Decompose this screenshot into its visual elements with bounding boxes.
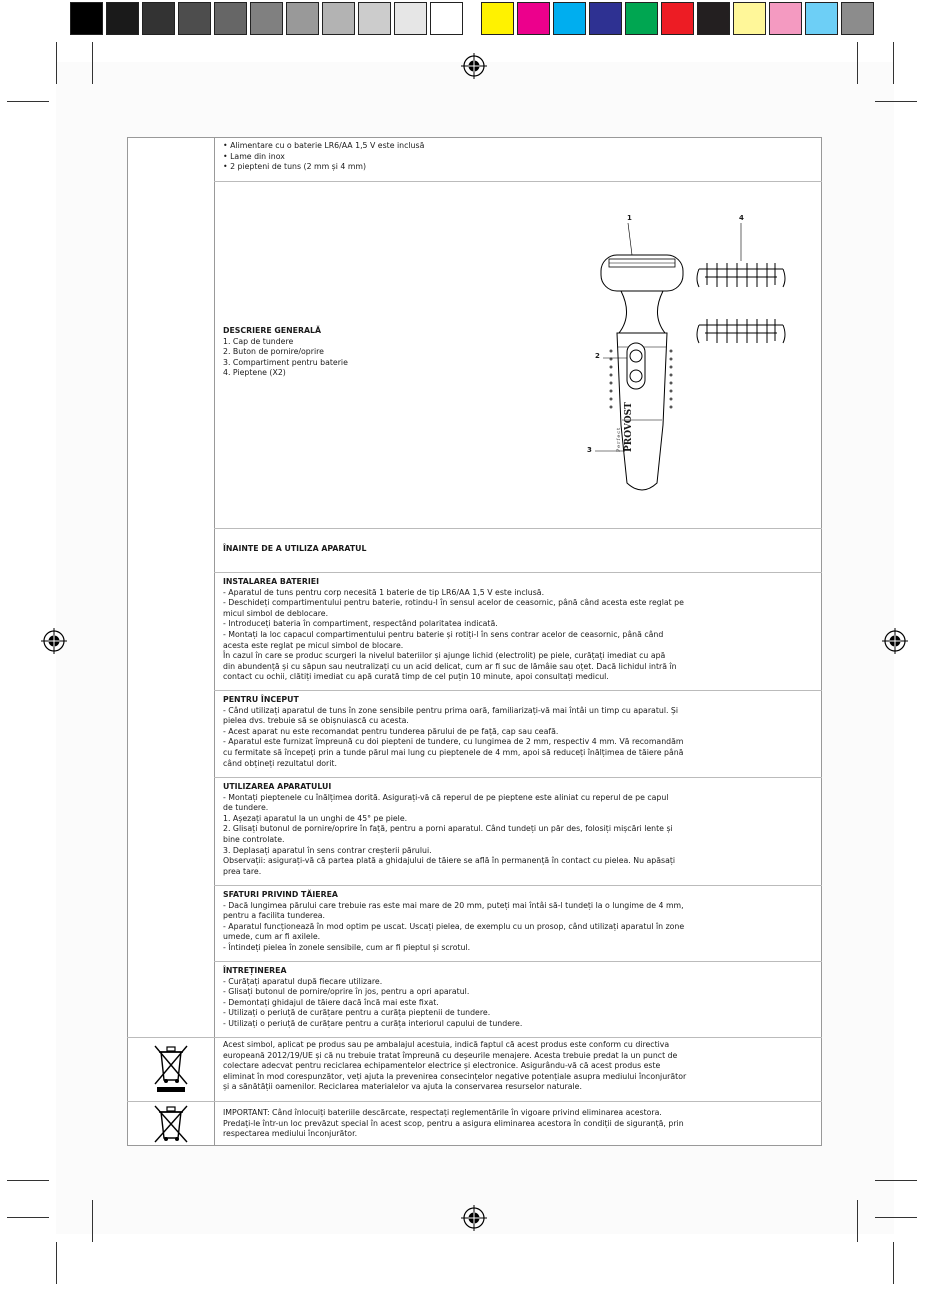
brand-name: PROVOST [624,402,634,452]
text-line: Observații: asigurați-vă că partea plată a ghidajului de tăiere se află în permanență în contact cu pielea. Nu apăsați [223,856,676,866]
text-line: - Demontați ghidajul de tăiere dacă încă mai este fixat. [223,997,439,1007]
callout-2: 2 [595,352,600,360]
color-swatch [517,2,550,35]
text-line: prea tare. [223,866,262,876]
general-item: 1. Cap de tundere [223,336,294,346]
general-item: 3. Compartiment pentru baterie [223,357,348,367]
text-line: și a sănătății oamenilor. Reciclarea materialelor va ajuta la conservarea resurselor naturale. [223,1082,582,1092]
text-line: - Întindeți pielea în zonele sensibile, cum ar fi pieptul și scrotul. [223,942,471,952]
crossed-bin-battery-icon [153,1104,189,1144]
features-list [223,141,822,173]
maintenance-heading: ÎNTREȚINEREA [223,966,287,975]
text-line: - Acest aparat nu este recomandat pentru tunderea părului de pe față, cap sau ceafă. [223,726,559,736]
features-section [214,139,822,181]
text-line: În cazul în care se produc scurgeri la nivelul bateriilor și ajunge lichid (electrolit) pe piele, curățați imediat cu apă [223,651,666,661]
general-item: 4. Pieptene (X2) [223,368,286,378]
gray-swatch [214,2,247,35]
text-line: respectarea mediului înconjurător. [223,1129,358,1139]
callout-1: 1 [627,214,632,222]
gray-swatch [322,2,355,35]
text-line: - Dacă lungimea părului care trebuie ras este mai mare de 20 mm, puteți mai întâi să-l tundeți la o lungime de 4 mm, [223,900,684,910]
tips-heading: SFATURI PRIVIND TĂIEREA [223,890,338,899]
gray-swatch [394,2,427,35]
start-heading: PENTRU ÎNCEPUT [223,695,299,704]
feature-item: • Lame din inox [223,151,285,161]
feature-item: • Alimentare cu o baterie LR6/AA 1,5 V este inclusă [223,141,425,150]
text-line: Acest simbol, aplicat pe produs sau pe ambalajul acestuia, indică faptul că acest produs este conform cu directiva [223,1040,670,1049]
comb-drawing-2 [697,319,785,343]
tips-text [223,901,822,954]
comb-drawing-1 [697,223,785,287]
gray-swatch [70,2,103,35]
grayscale-calibration-strip [70,2,466,37]
text-line: - Aparatul este furnizat împreună cu doi piepteni de tundere, cu lungimea de 2 mm, respectiv 4 mm. Vă recomandăm [223,737,684,747]
text-line: cu fermitate să începeți prin a tunde părul mai lung cu pieptenele de 4 mm, apoi să reduceți înălțimea de tăiere până [223,747,684,757]
text-line: pentru a facilita tunderea. [223,911,326,921]
weee-text [223,1040,822,1093]
battery-section [214,572,822,690]
usage-text [223,793,822,878]
trimmer-head-drawing [601,223,683,291]
color-swatch [481,2,514,35]
text-line: - Montați la loc capacul compartimentului pentru baterie și rotiți-l în sens contrar acelor de ceasornic, până când [223,629,664,639]
text-line: acesta este reglat pe micul simbol de blocare. [223,640,404,650]
text-line: de tundere. [223,803,269,813]
registration-mark-top [461,53,487,79]
color-swatch [733,2,766,35]
text-line: - Utilizați o periuță de curățare pentru a curăța pieptenii de tundere. [223,1008,491,1018]
gray-swatch [106,2,139,35]
text-line: - Utilizați o periuță de curățare pentru a curăța interiorul capului de tundere. [223,1018,523,1028]
text-line: - Aparatul funcționează în mod optim pe uscat. Uscați pielea, de exemplu cu un prosop, când utilizați aparatul în zone [223,921,685,931]
registration-mark-bottom [461,1205,487,1231]
text-line: - Glisați butonul de pornire/oprire în jos, pentru a opri aparatul. [223,987,470,997]
usage-heading: UTILIZAREA APARATULUI [223,782,332,791]
tips-section [214,885,822,961]
text-line: din abundență și cu săpun sau neutralizați cu un acid delicat, cum ar fi suc de lămâie sau oțet. Dacă lichidul intră în [223,661,677,671]
gray-swatch [250,2,283,35]
brand-small-text: Perfect [616,426,622,452]
gray-swatch [358,2,391,35]
weee-section [214,1037,822,1101]
gray-swatch [142,2,175,35]
gray-swatch [178,2,211,35]
text-line: 3. Deplasați aparatul în sens contrar creșterii părului. [223,845,432,855]
text-line: colectare adecvat pentru reciclarea echipamentelor electrice și electronice. Asigurându-vă că acest produs este [223,1061,661,1071]
color-swatch [805,2,838,35]
color-swatch [769,2,802,35]
color-calibration-strip [481,2,877,37]
text-line: când obțineți rezultatul dorit. [223,758,337,768]
start-text [223,706,822,770]
general-items-list [223,337,348,379]
gray-swatch [430,2,463,35]
text-line: Predați-le într-un loc prevăzut special în acest scop, pentru a asigura eliminarea acestora în condiții de siguranță, prin [223,1118,684,1128]
text-line: 1. Așezați aparatul la un unghi de 45° pe piele. [223,813,408,823]
before-use-section [214,528,822,572]
text-line: IMPORTANT: Când înlocuiți bateriile descărcate, respectați reglementările în vigoare privind eliminarea acestora. [223,1108,662,1117]
battery-disposal-section [214,1101,822,1146]
text-line: micul simbol de deblocare. [223,608,329,618]
registration-mark-right [882,628,908,654]
battery-heading: INSTALAREA BATERIEI [223,577,320,586]
text-line: europeană 2012/19/UE și că nu trebuie tratat împreună cu deșeurile menajere. Acesta trebuie predat la un punct de [223,1050,678,1060]
text-line: contact cu ochii, clătiți imediat cu apă curată timp de cel puțin 10 minute, apoi consultați medicul. [223,672,609,682]
color-swatch [589,2,622,35]
text-line: - Când utilizați aparatul de tuns în zone sensibile pentru prima oară, familiarizați-vă mai întâi un timp cu aparatul. Și [223,705,679,715]
crossed-bin-icon [153,1042,189,1094]
battery-disposal-text [223,1108,822,1140]
text-line: - Aparatul de tuns pentru corp necesită 1 baterie de tip LR6/AA 1,5 V este inclusă. [223,587,545,597]
text-line: pielea dvs. trebuie să se obișnuiască cu acesta. [223,716,409,726]
start-section [214,690,822,777]
text-line: - Montați pieptenele cu înălțimea dorită. Asigurați-vă că reperul de pe pieptene este aliniat cu reperul de pe capul [223,792,669,802]
usage-section [214,777,822,885]
callout-3: 3 [587,446,592,454]
maintenance-text [223,977,822,1030]
color-swatch [841,2,874,35]
text-line: bine controlate. [223,834,285,844]
callout-4: 4 [739,214,744,222]
text-line: - Curățați aparatul după fiecare utilizare. [223,976,383,986]
registration-mark-left [41,628,67,654]
color-swatch [553,2,586,35]
before-use-heading: ÎNAINTE DE A UTILIZA APARATUL [223,544,367,553]
battery-text [223,588,822,683]
maintenance-section [214,961,822,1037]
color-swatch [697,2,730,35]
text-line: eliminat în mod corespunzător, veți ajuta la prevenirea consecințelor negative potențiale asupra mediului înconjurător [223,1071,687,1081]
feature-item: • 2 piepteni de tuns (2 mm și 4 mm) [223,162,367,172]
general-heading: DESCRIERE GENERALĂ [223,326,322,335]
text-line: 2. Glisați butonul de pornire/oprire în față, pentru a porni aparatul. Când tundeți un păr des, folosiți mișcări lente și [223,824,673,834]
text-line: - Deschideți compartimentului pentru baterie, rotindu-l în sensul acelor de ceasornic, până când acesta este reglat pe [223,598,684,608]
text-line: - Introduceți bateria în compartiment, respectând polaritatea indicată. [223,619,498,629]
color-swatch [625,2,658,35]
brand-logo [614,402,674,488]
gray-swatch [286,2,319,35]
general-item: 2. Buton de pornire/oprire [223,347,324,357]
color-swatch [661,2,694,35]
text-line: umede, cum ar fi axilele. [223,932,321,942]
